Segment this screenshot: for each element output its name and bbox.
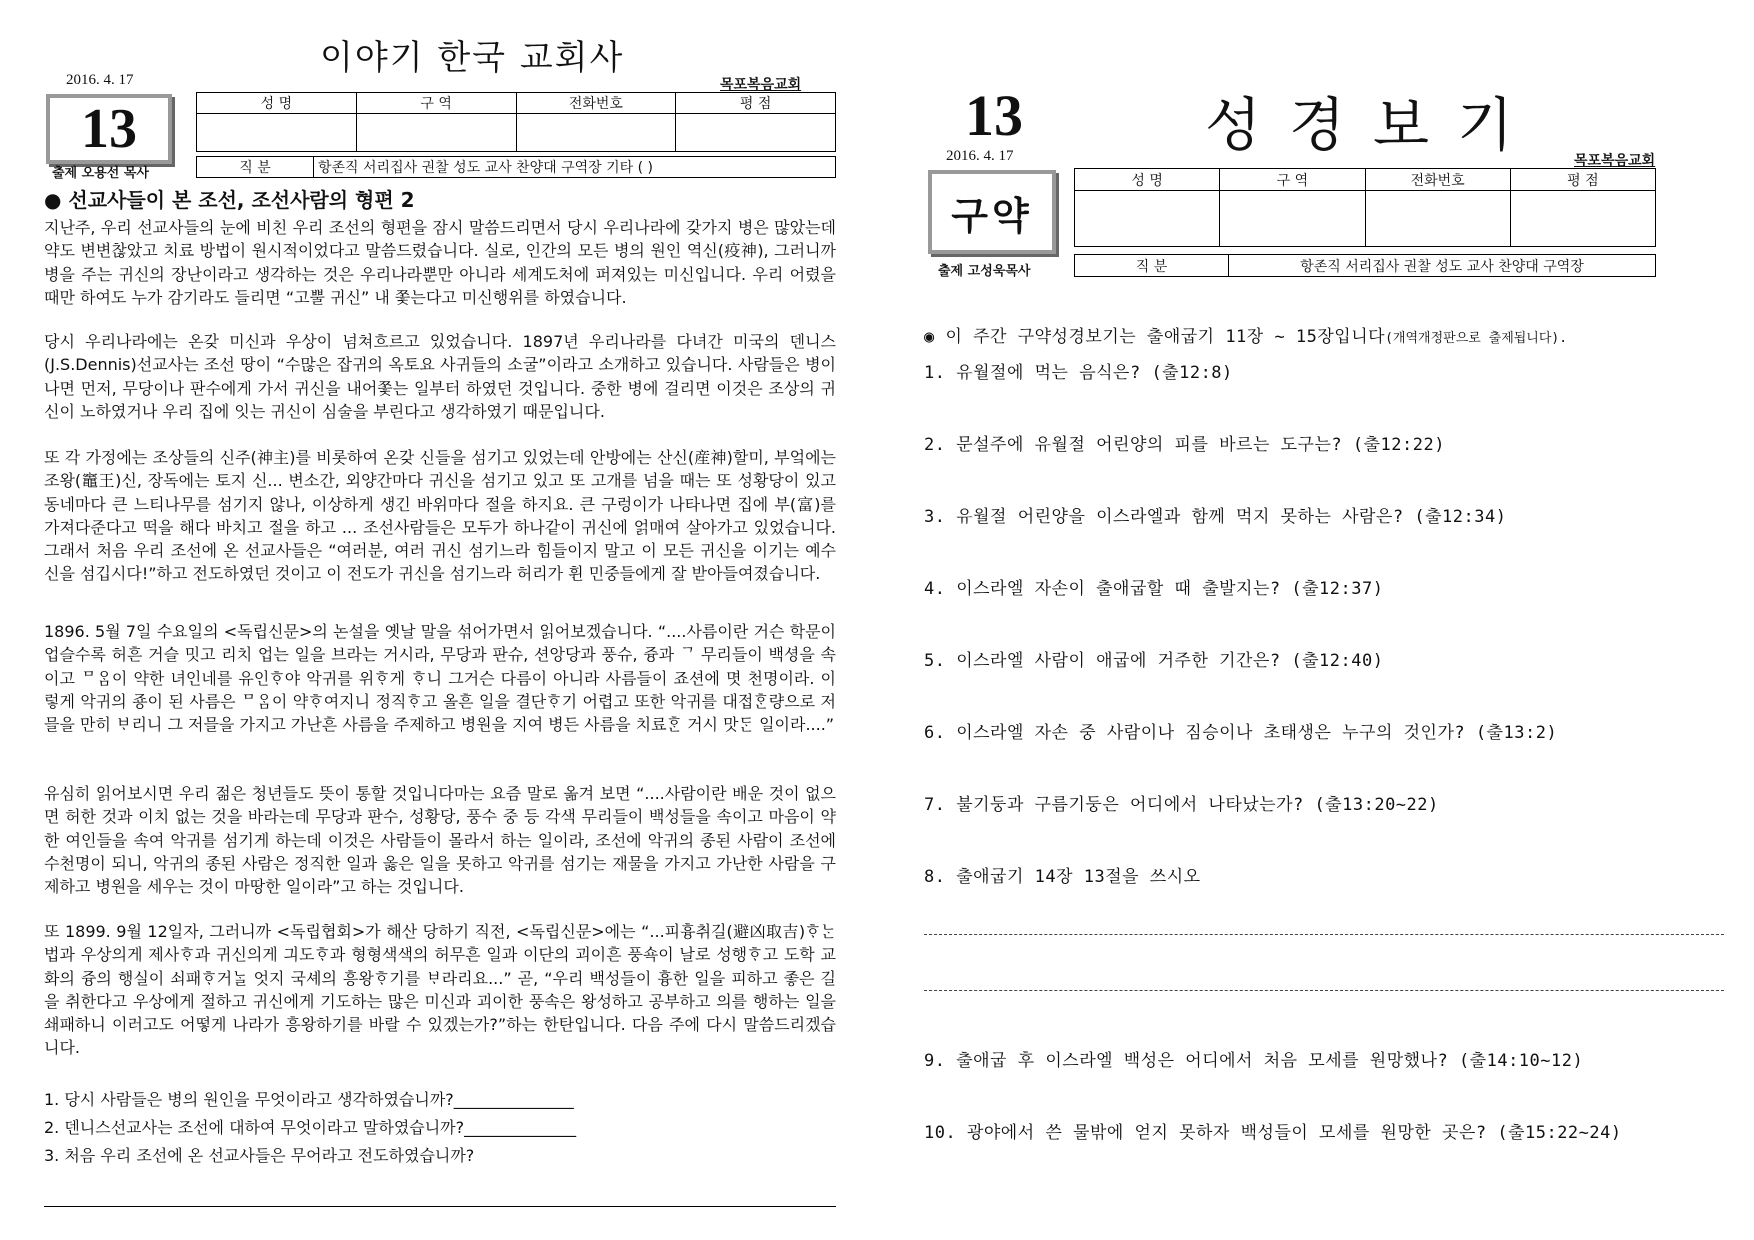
left-role-row xyxy=(196,156,836,178)
form-header-phone: 전화번호 xyxy=(516,93,676,114)
paragraph-4: 1896. 5월 7일 수요일의 <독립신문>의 논설을 옛날 말을 섞어가면서 읽어보겠습니다. “....사름이란 거슨 학문이 업슬수록 허흔 거슬 밋고 리치 업는 일을 브라는 거시라, 무당과 판슈, 션앙당과 풍슈, 즁과 ᄀ 무리들이 백셩을 속이고 ᄆᄋᆞᆷ이 약한 녀인네를 유인ᄒᆞ야 악귀를 위ᄒᆞ게 ᄒᆞ니 그거슨 다름이 아니라 사름들이 죠션에 몃 천명이라. 이렇게 악귀의 죵이 된 사름은 ᄆᄋᆞᆷ이 약ᄒᆞ여지니 정직ᄒᆞ고 올흔 일을 결단ᄒᆞ기 어렵고 또한 악귀를 대접ᄒᆞᆫ량으로 저믈을 만히 ᄇᆞ리니 그 저믈을 가지고 가난흔 사름을 주제하고 병원을 지여 병든 사름을 치료ᄒᆞᆫ 거시 맛ᄃᆞᆫ 일이라....” xyxy=(44,622,836,735)
answer-line-1[interactable] xyxy=(924,934,1724,935)
form-name-field[interactable] xyxy=(1075,191,1220,247)
form-header-district: 구 역 xyxy=(1220,169,1365,191)
form-header-name: 성 명 xyxy=(1075,169,1220,191)
right-lesson-number: 13 xyxy=(965,83,1023,148)
form-role-options[interactable]: 항존직 서리집사 권찰 성도 교사 찬양대 구역장 xyxy=(1229,255,1656,277)
paragraph-2: 당시 우리나라에는 온갖 미신과 우상이 넘쳐흐르고 있었습니다. 1897년 우리나라를 다녀간 미국의 덴니스(J.S.Dennis)선교사는 조선 땅이 “수많은 잡귀의 옥토요 사귀들의 소굴”이라고 소개하고 있습니다. 사람들은 병이 나면 먼저, 무당이나 판수에게 가서 귀신을 내어쫓는 일부터 하였던 것입니다. 중한 병에 걸리면 이것은 조상의 귀신이 노하였거나 우리 집에 잇는 귀신이 심술을 부린다고 생각하였기 때문입니다. xyxy=(44,332,836,421)
intro-text: ◉ 이 주간 구약성경보기는 출애굽기 11장 ~ 15장입니다 xyxy=(924,327,1386,347)
paragraph-3: 또 각 가정에는 조상들의 신주(神主)를 비롯하여 온갖 신들을 섬기고 있었는데 안방에는 산신(産神)할미, 부엌에는 조왕(竈王)신, 장독에는 토지 신... 변소간, 외양간마다 귀신을 섬기고 있고 또 고개를 넘을 때는 또 성황당이 있고 동네마다 큰 느티나무를 섬기지 않나, 이상하게 생긴 바위마다 절을 하지요. 큰 구렁이가 나타나면 집에 부(富)를 가져다준다고 떡을 해다 바치고 절을 하고 ... 조선사람들은 모두가 하나같이 귀신에 얽매여 살아가고 있었습니다. 그래서 처음 우리 조선에 온 선교사들은 “여러분, 여러 귀신 섬기느라 힘들이지 말고 이 모든 귀신을 이기는 예수 신을 섬깁시다!”하고 전도하였던 것이고 이 전도가 귀신을 섬기느라 허리가 휜 민중들에게 잘 받아들여졌습니다. xyxy=(44,448,836,584)
answer-line-2[interactable] xyxy=(924,990,1724,991)
left-lesson-number: 13 xyxy=(81,98,137,160)
bible-question-9: 9. 출애굽 후 이스라엘 백성은 어디에서 처음 모세를 원망했나? (출14:10~12) xyxy=(924,1051,1584,1071)
left-lesson-number-box xyxy=(46,94,172,164)
right-info-form xyxy=(1074,168,1656,247)
bible-question-2: 2. 문설주에 유월절 어린양의 피를 바르는 도구는? (출12:22) xyxy=(924,435,1445,455)
form-district-field[interactable] xyxy=(1220,191,1365,247)
left-question-1: 1. 당시 사람들은 병의 원인을 무엇이라고 생각하였습니까?_______________ xyxy=(44,1090,574,1109)
right-intro xyxy=(924,322,1567,347)
form-role-label: 직 분 xyxy=(197,157,314,178)
section-title: ● 선교사들이 본 조선, 조선사람의 형편 2 xyxy=(44,188,415,212)
left-page-title: 이야기 한국 교회사 xyxy=(320,38,625,78)
form-header-district: 구 역 xyxy=(356,93,516,114)
form-role-options[interactable]: 항존직 서리집사 권찰 성도 교사 찬양대 구역장 기타 ( ) xyxy=(314,157,836,178)
form-header-score: 평 점 xyxy=(1510,169,1655,191)
paragraph-5: 유심히 읽어보시면 우리 젊은 청년들도 뜻이 통할 것입니다마는 요즘 말로 옮겨 보면 “....사람이란 배운 것이 없으면 허한 것과 이치 없는 것을 바라는데 무당과 판수, 성황당, 풍수 중 등 각색 무리들이 백성들을 속이고 마음이 약한 여인들을 속여 악귀를 섬기게 하는데 이것은 사람들이 몰라서 하는 일이라, 조선에 악귀의 종된 사람이 조선에 수천명이 되니, 악귀의 종된 사람은 정직한 일과 옳은 일을 못하고 악귀를 섬기는 재물을 가지고 가난한 사람을 구제하고 병원을 세우는 것이 마땅한 일이라”고 하는 것입니다. xyxy=(44,784,836,897)
intro-note: (개역개정판으로 출제됩니다). xyxy=(1385,331,1568,346)
form-score-field[interactable] xyxy=(1510,191,1655,247)
right-page-title: 성경보기 xyxy=(1205,91,1542,159)
form-header-score: 평 점 xyxy=(676,93,836,114)
bible-question-3: 3. 유월절 어린양을 이스라엘과 함께 먹지 못하는 사람은? (출12:34) xyxy=(924,507,1507,527)
bible-question-7: 7. 불기둥과 구름기둥은 어디에서 나타났는가? (출13:20~22) xyxy=(924,795,1439,815)
left-church-name: 목포복음교회 xyxy=(720,77,802,93)
bible-question-4: 4. 이스라엘 자손이 출애굽할 때 출발지는? (출12:37) xyxy=(924,579,1384,599)
form-role-label: 직 분 xyxy=(1075,255,1229,277)
right-role-row xyxy=(1074,254,1656,277)
right-church-name: 목포복음교회 xyxy=(1574,153,1656,169)
paragraph-6: 또 1899. 9월 12일자, 그러니까 <독립협회>가 해산 당하기 직전, <독립신문>에는 “...피흉취길(避凶取吉)ᄒᆞᄂᆞᆫ 법과 우상의게 제사ᄒᆞ과 귀신의게 긔도ᄒᆞ과 형형색색의 허무흔 일과 이단의 괴이흔 풍쇽이 날로 성행ᄒᆞ고 도학 교화의 즁의 행실이 쇠패ᄒᆞ거ᄂᆞᆯ 엇지 국셰의 흥왕ᄒᆞ기를 ᄇᆞ라리요...” 곧, “우리 백성들이 흉한 일을 피하고 좋은 길을 취한다고 우상에게 절하고 귀신에게 기도하는 많은 미신과 괴이한 풍속은 왕성하고 공부하고 의를 행하는 일을 쇄패하니 이러고도 어떻게 나라가 흥왕하기를 바랄 수 있겠는가?”하는 한탄입니다. 다음 주에 다시 말씀드리겠습니다. xyxy=(44,922,836,1058)
testament-badge: 구약 xyxy=(951,193,1033,238)
left-question-2: 2. 덴니스선교사는 조선에 대하여 무엇이라고 말하였습니까?______________ xyxy=(44,1118,577,1137)
right-author: 출제 고성욱목사 xyxy=(938,264,1031,279)
left-date: 2016. 4. 17 xyxy=(66,72,134,88)
left-author: 출제 오용선 목사 xyxy=(52,166,149,181)
left-info-form xyxy=(196,92,836,152)
bible-question-1: 1. 유월절에 먹는 음식은? (출12:8) xyxy=(924,363,1233,383)
left-answer-line[interactable] xyxy=(44,1206,836,1207)
form-score-field[interactable] xyxy=(676,114,836,152)
form-phone-field[interactable] xyxy=(1365,191,1510,247)
bible-question-5: 5. 이스라엘 사람이 애굽에 거주한 기간은? (출12:40) xyxy=(924,651,1384,671)
form-phone-field[interactable] xyxy=(516,114,676,152)
form-header-name: 성 명 xyxy=(197,93,357,114)
testament-badge-box xyxy=(928,170,1056,254)
bible-question-8: 8. 출애굽기 14장 13절을 쓰시오 xyxy=(924,867,1201,887)
left-question-3: 3. 처음 우리 조선에 온 선교사들은 무어라고 전도하였습니까? xyxy=(44,1146,475,1165)
bible-question-10: 10. 광야에서 쓴 물밖에 얻지 못하자 백성들이 모세를 원망한 곳은? (출15:22~24) xyxy=(924,1123,1622,1143)
form-header-phone: 전화번호 xyxy=(1365,169,1510,191)
form-name-field[interactable] xyxy=(197,114,357,152)
bible-question-6: 6. 이스라엘 자손 중 사람이나 짐승이나 초태생은 누구의 것인가? (출13:2) xyxy=(924,723,1558,743)
form-district-field[interactable] xyxy=(356,114,516,152)
paragraph-1: 지난주, 우리 선교사들의 눈에 비친 우리 조선의 형편을 잠시 말씀드리면서 당시 우리나라에 갖가지 병은 많았는데 약도 변변찮았고 치료 방법이 원시적이었다고 말씀드렸습니다. 실로, 인간의 모든 병의 원인 역신(疫神), 그러니까 병을 주는 귀신의 장난이라고 생각하는 것은 우리나라뿐만 아니라 세계도처에 퍼져있는 미신입니다. 우리 어렸을 때만 하여도 누가 감기라도 들리면 “고뿔 귀신” 내 쫓는다고 미신행위를 하였습니다. xyxy=(44,218,836,307)
right-date: 2016. 4. 17 xyxy=(946,148,1014,164)
